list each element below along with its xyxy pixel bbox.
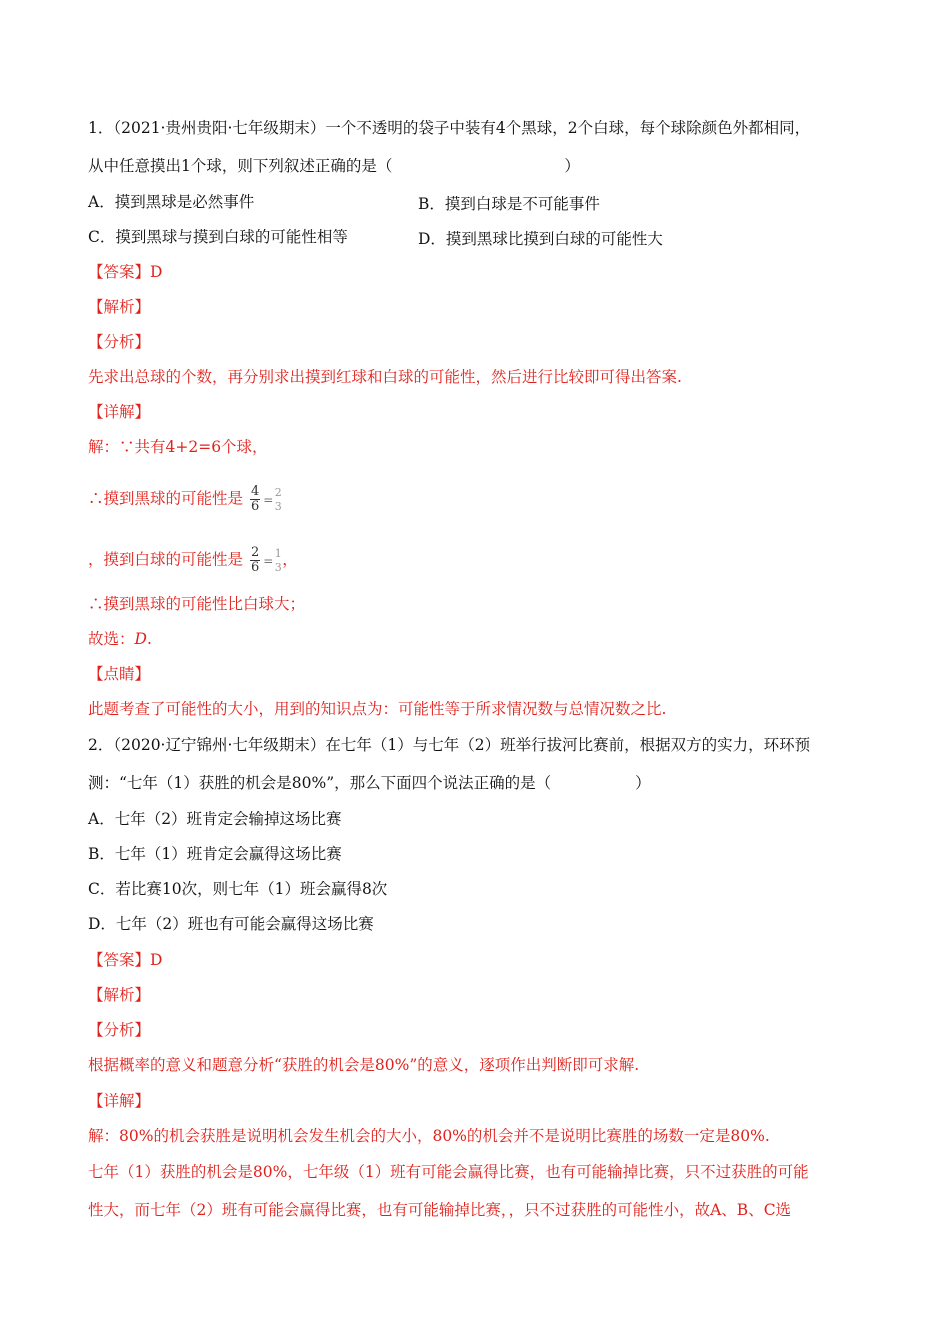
q2-answer-label: 【答案】 <box>88 951 151 969</box>
q1-dianjing-text: 此题考查了可能性的大小，用到的知识点为：可能性等于所求情况数与总情况数之比. <box>88 700 667 718</box>
fraction-numerator: 4 <box>250 484 260 499</box>
fraction-denominator: 6 <box>250 499 260 514</box>
q1-jiexi-heading: 【解析】 <box>88 298 151 316</box>
q1-option-d: D．摸到黑球比摸到白球的可能性大 <box>418 230 663 248</box>
q2-solution-line1: 解：80%的机会获胜是说明机会发生机会的大小，80%的机会并不是说明比赛胜的场数一定是80%. <box>88 1127 770 1145</box>
equals-sign: = <box>263 553 274 568</box>
q2-xiangjie-heading: 【详解】 <box>88 1092 151 1110</box>
q1-sol5-letter: D <box>134 630 147 648</box>
fraction-numerator: 2 <box>250 545 260 560</box>
q1-solution-line4: ∴摸到黑球的可能性比白球大； <box>88 595 306 613</box>
q1-solution-line2 <box>88 485 282 514</box>
q1-sol3-suffix: ， <box>282 550 298 569</box>
q2-fenxi-text: 根据概率的意义和题意分析“获胜的机会是80%”的意义，逐项作出判断即可求解. <box>88 1056 640 1074</box>
q1-stem-line1: 1．（2021·贵州贵阳·七年级期末）一个不透明的袋子中装有4个黑球，2个白球，每个球除颜色外都相同， <box>88 119 811 137</box>
fraction-denominator: 6 <box>250 560 260 575</box>
fragment-numerator: 1 <box>274 546 282 560</box>
q2-option-c: C．若比赛10次，则七年（1）班会赢得8次 <box>88 880 388 898</box>
q2-solution-line3: 性大，而七年（2）班有可能会赢得比赛，也有可能输掉比赛，，只不过获胜的可能性小，故A、B、C选 <box>88 1201 792 1219</box>
q1-answer-value: D <box>150 263 163 281</box>
q1-solution-line5 <box>88 629 152 649</box>
q1-sol2-text: ∴摸到黑球的可能性是 <box>88 489 244 508</box>
q2-option-d: D．七年（2）班也有可能会赢得这场比赛 <box>88 915 374 933</box>
q1-xiangjie-heading: 【详解】 <box>88 403 151 421</box>
fragment-numerator: 2 <box>274 485 282 499</box>
q2-option-a: A．七年（2）班肯定会输掉这场比赛 <box>88 810 342 828</box>
q1-sol5-suffix: . <box>146 630 152 648</box>
q1-option-row-1 <box>88 192 254 212</box>
q1-option-a: A．摸到黑球是必然事件 <box>88 193 255 211</box>
q1-answer-label: 【答案】 <box>88 263 151 281</box>
q1-sol5-prefix: 故选： <box>88 630 135 648</box>
q1-answer <box>88 262 162 282</box>
q2-stem-line2 <box>88 773 651 793</box>
q2-answer <box>88 950 162 970</box>
fragment-denominator: 3 <box>274 560 282 574</box>
q1-option-c: C．摸到黑球与摸到白球的可能性相等 <box>88 228 348 246</box>
q2-option-b: B．七年（1）班肯定会赢得这场比赛 <box>88 845 342 863</box>
q1-fenxi-text: 先求出总球的个数，再分别求出摸到红球和白球的可能性，然后进行比较即可得出答案. <box>88 368 682 386</box>
q1-solution-line3 <box>88 546 298 575</box>
fraction-4-6 <box>250 485 260 514</box>
fraction-fragment <box>274 486 282 514</box>
q2-stem-close: ） <box>635 774 651 792</box>
q1-dianjing-heading: 【点睛】 <box>88 665 151 683</box>
q1-sol3-text: ，摸到白球的可能性是 <box>88 550 244 569</box>
q2-jiexi-heading: 【解析】 <box>88 986 151 1004</box>
q1-stem-line2 <box>88 156 580 176</box>
q1-solution-line1: 解：∵共有4+2=6个球， <box>88 438 268 456</box>
equals-sign: = <box>263 492 274 507</box>
q1-option-b: B．摸到白球是不可能事件 <box>418 195 600 213</box>
q1-stem-text: 从中任意摸出1个球，则下列叙述正确的是（ <box>88 157 393 175</box>
q1-stem-close: ） <box>564 157 580 175</box>
q2-solution-line2: 七年（1）获胜的机会是80%，七年级（1）班有可能会赢得比赛，也有可能输掉比赛，只不过获胜的可能 <box>88 1163 809 1181</box>
fraction-2-6 <box>250 546 260 575</box>
fragment-denominator: 3 <box>274 499 282 513</box>
q1-fenxi-heading: 【分析】 <box>88 333 151 351</box>
q2-answer-value: D <box>150 951 163 969</box>
q2-stem-text: 测：“七年（1）获胜的机会是80%”，那么下面四个说法正确的是（ <box>88 774 552 792</box>
q2-stem-line1: 2．（2020·辽宁锦州·七年级期末）在七年（1）与七年（2）班举行拔河比赛前，根据双方的实力，环环预 <box>88 736 811 754</box>
q2-fenxi-heading: 【分析】 <box>88 1021 151 1039</box>
